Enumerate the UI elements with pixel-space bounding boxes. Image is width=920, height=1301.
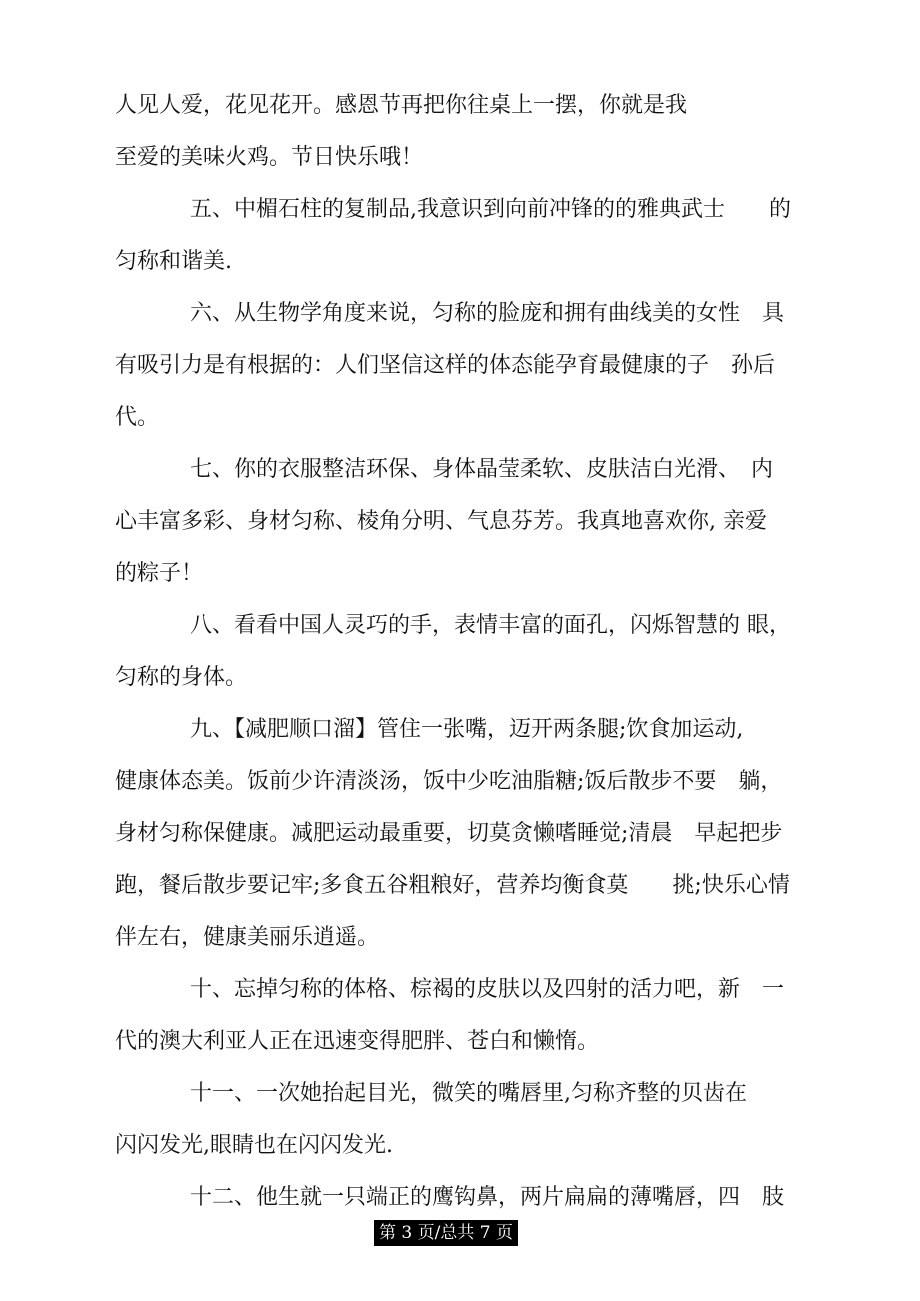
- text-line: 跑，餐后散步要记牢;多食五谷粗粮好，营养均衡食莫 挑;快乐心情: [115, 873, 790, 898]
- page-number-footer: 第 3 页/总共 7 页: [374, 1220, 518, 1246]
- text-line: 人见人爱，花见花开。感恩节再把你往桌上一摆，你就是我: [115, 93, 688, 118]
- text-line: 至爱的美味火鸡。节日快乐哦！: [115, 145, 424, 170]
- text-line: 九、【减肥顺口溜】管住一张嘴，迈开两条腿;饮食加运动,: [190, 717, 744, 742]
- text-line: 五、中楣石柱的复制品,我意识到向前冲锋的的雅典武士 的: [190, 197, 791, 222]
- text-line: 十、忘掉匀称的体格、棕褐的皮肤以及四射的活力吧，新 一: [190, 977, 785, 1002]
- text-line: 的粽子！: [115, 561, 204, 586]
- text-line: 闪闪发光,眼睛也在闪闪发光.: [115, 1133, 393, 1158]
- text-line: 心丰富多彩、身材匀称、棱角分明、气息芬芳。我真地喜欢你, 亲爱: [115, 509, 767, 534]
- text-line: 伴左右，健康美丽乐逍遥。: [115, 925, 380, 950]
- document-body: [115, 86, 815, 1230]
- text-line: 健康体态美。饭前少许清淡汤，饭中少吃油脂糖;饭后散步不要 躺，: [115, 769, 783, 794]
- text-line: 十二、他生就一只端正的鹰钩鼻，两片扁扁的薄嘴唇，四 肢: [190, 1185, 785, 1210]
- text-line: 有吸引力是有根据的：人们坚信这样的体态能孕育最健康的子 孙后: [115, 353, 776, 378]
- text-line: 代。: [115, 405, 160, 430]
- text-line: 七、你的衣服整洁环保、身体晶莹柔软、皮肤洁白光滑、 内: [190, 457, 774, 482]
- text-line: 六、从生物学角度来说，匀称的脸庞和拥有曲线美的女性 具: [190, 301, 785, 326]
- text-line: 十一、一次她抬起目光，微笑的嘴唇里,匀称齐整的贝齿在: [190, 1081, 747, 1106]
- text-line: 代的澳大利亚人正在迅速变得肥胖、苍白和懒惰。: [115, 1029, 600, 1054]
- text-line: 匀称的身体。: [115, 665, 248, 690]
- text-line: 匀称和谐美.: [115, 249, 232, 274]
- text-line: 八、看看中国人灵巧的手，表情丰富的面孔，闪烁智慧的 眼，: [190, 613, 791, 638]
- text-line: 身材匀称保健康。减肥运动最重要，切莫贪懒嗜睡觉;清晨 早起把步: [115, 821, 783, 846]
